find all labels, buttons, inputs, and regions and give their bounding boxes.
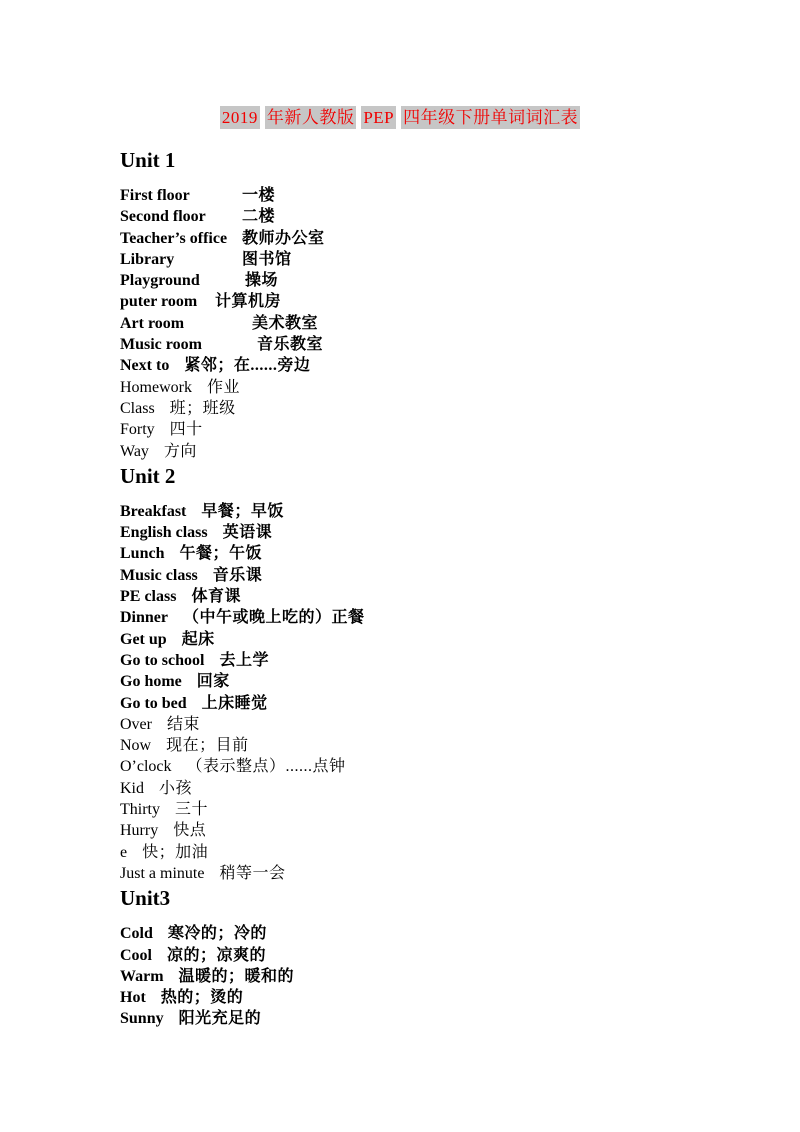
vocab-def-zh: 音乐教室 xyxy=(257,336,324,354)
vocab-entry xyxy=(120,185,800,206)
vocab-term-en: Music class xyxy=(120,566,198,584)
vocab-def-zh: （表示整点）......点钟 xyxy=(186,758,346,776)
vocab-term-en: Homework xyxy=(120,378,192,396)
vocab-term-en: Go to school xyxy=(120,651,205,669)
vocab-term-en: First floor xyxy=(120,187,190,204)
vocab-def-zh: 方向 xyxy=(163,442,197,460)
vocab-def-zh: 去上学 xyxy=(219,651,269,669)
vocab-def-zh: 作业 xyxy=(206,378,240,396)
title-segment: 2019 xyxy=(221,108,258,127)
vocab-term-en: Library xyxy=(120,250,175,268)
vocab-term-en: Teacher’s office xyxy=(120,229,228,247)
vocab-entry xyxy=(120,966,800,987)
unit-1-heading: Unit 1 xyxy=(120,148,176,172)
vocab-term-en: Playground xyxy=(120,272,200,290)
unit-2-heading: Unit 2 xyxy=(120,463,176,488)
vocab-def-zh: （中午或晚上吃的）正餐 xyxy=(183,609,365,627)
vocab-def-zh: 一楼 xyxy=(242,187,276,204)
vocab-entry xyxy=(120,441,800,462)
vocab-entry xyxy=(120,270,800,291)
vocab-entry xyxy=(120,543,800,564)
vocab-def-zh: 图书馆 xyxy=(242,250,292,268)
vocab-entry xyxy=(120,671,800,692)
vocab-term-en: Go to bed xyxy=(120,694,187,712)
vocab-def-zh: 计算机房 xyxy=(215,293,282,311)
vocab-def-zh: 温暖的；暖和的 xyxy=(178,967,295,985)
vocab-def-zh: 结束 xyxy=(166,715,200,733)
vocab-def-zh: 阳光充足的 xyxy=(178,1010,262,1028)
vocab-def-zh: 音乐课 xyxy=(212,566,263,584)
vocab-entry xyxy=(120,291,800,312)
vocab-def-zh: 起床 xyxy=(181,630,215,648)
vocab-entry xyxy=(120,778,800,799)
vocab-term-en: Over xyxy=(120,715,152,733)
vocab-entry xyxy=(120,863,800,884)
document-title xyxy=(0,106,800,130)
vocab-term-en: Forty xyxy=(120,421,155,439)
vocab-entry xyxy=(120,206,800,227)
vocab-def-zh: 紧邻；在......旁边 xyxy=(184,357,311,375)
vocab-entry xyxy=(120,799,800,820)
vocab-def-zh: 现在；目前 xyxy=(166,737,249,755)
vocab-entry xyxy=(120,714,800,735)
vocab-entry xyxy=(120,313,800,334)
vocab-def-zh: 早餐；早饭 xyxy=(201,502,284,520)
vocab-entry xyxy=(120,398,800,419)
vocab-entry xyxy=(120,377,800,398)
vocab-term-en: Way xyxy=(120,442,149,460)
vocab-entry xyxy=(120,565,800,586)
vocab-def-zh: 热的；烫的 xyxy=(160,989,244,1007)
vocab-entry xyxy=(120,923,800,944)
vocab-entry xyxy=(120,693,800,714)
vocab-entry xyxy=(120,820,800,841)
vocab-def-zh: 三十 xyxy=(175,801,209,819)
vocab-def-zh: 二楼 xyxy=(242,208,276,226)
vocab-entry xyxy=(120,987,800,1008)
vocab-term-en: Class xyxy=(120,399,155,417)
vocab-term-en: English class xyxy=(120,524,208,542)
vocab-term-en: Thirty xyxy=(120,801,160,819)
vocab-def-zh: 体育课 xyxy=(191,588,241,606)
vocab-entry xyxy=(120,228,800,249)
vocab-def-zh: 四十 xyxy=(169,421,203,439)
title-segment: PEP xyxy=(363,108,395,127)
vocab-entry xyxy=(120,419,800,440)
vocab-term-en: e xyxy=(120,843,128,861)
vocab-def-zh: 午餐；午饭 xyxy=(179,545,262,563)
vocab-term-en: Kid xyxy=(120,779,144,797)
vocab-entry xyxy=(120,501,800,522)
vocab-term-en: Cold xyxy=(120,925,153,943)
vocab-def-zh: 快点 xyxy=(173,822,207,840)
vocab-term-en: Hurry xyxy=(120,822,159,840)
vocab-entry xyxy=(120,586,800,607)
vocab-term-en: Get up xyxy=(120,630,167,648)
vocab-term-en: PE class xyxy=(120,588,177,606)
vocab-def-zh: 操场 xyxy=(245,272,279,290)
vocab-term-en: Second floor xyxy=(120,208,206,226)
unit-3-section xyxy=(0,886,800,1029)
vocab-term-en: Now xyxy=(120,737,152,755)
unit-2-section xyxy=(0,464,800,884)
vocab-def-zh: 稍等一会 xyxy=(219,864,286,882)
vocab-def-zh: 回家 xyxy=(196,673,230,691)
vocab-entry xyxy=(120,607,800,628)
unit-3-heading: Unit3 xyxy=(120,886,171,911)
unit-1-entries xyxy=(120,185,800,462)
unit-1-section xyxy=(0,148,800,462)
vocab-def-zh: 美术教室 xyxy=(252,314,319,332)
vocab-def-zh: 英语课 xyxy=(222,524,273,542)
vocab-entry xyxy=(120,735,800,756)
vocab-entry xyxy=(120,945,800,966)
vocab-term-en: Sunny xyxy=(120,1010,164,1028)
title-segment: 年新人教版 xyxy=(266,108,355,127)
vocab-entry xyxy=(120,334,800,355)
vocab-def-zh: 上床睡觉 xyxy=(201,694,268,712)
vocab-term-en: Just a minute xyxy=(120,864,205,882)
vocab-entry xyxy=(120,650,800,671)
title-segment: 四年级下册单词词汇表 xyxy=(403,108,579,127)
vocab-def-zh: 教师办公室 xyxy=(242,229,325,247)
vocab-term-en: Warm xyxy=(120,967,164,985)
vocab-term-en: Dinner xyxy=(120,609,168,627)
vocab-def-zh: 班；班级 xyxy=(169,399,236,417)
unit-2-entries xyxy=(120,501,800,884)
vocab-term-en: Next to xyxy=(120,357,170,375)
vocab-term-en: Music room xyxy=(120,336,202,354)
vocab-entry xyxy=(120,629,800,650)
vocab-term-en: Breakfast xyxy=(120,502,187,520)
unit-3-entries xyxy=(120,923,800,1029)
vocab-def-zh: 寒冷的；冷的 xyxy=(167,925,267,943)
vocab-term-en: Hot xyxy=(120,989,146,1007)
vocab-entry xyxy=(120,756,800,777)
vocab-entry xyxy=(120,355,800,376)
vocab-term-en: Cool xyxy=(120,946,152,964)
vocab-entry xyxy=(120,842,800,863)
vocab-term-en: puter room xyxy=(120,293,198,311)
vocab-entry xyxy=(120,522,800,543)
vocab-def-zh: 快；加油 xyxy=(142,843,209,861)
vocab-def-zh: 小孩 xyxy=(159,779,193,797)
vocab-term-en: Lunch xyxy=(120,545,165,563)
vocab-term-en: Go home xyxy=(120,673,182,691)
vocab-term-en: Art room xyxy=(120,314,185,332)
vocab-entry xyxy=(120,249,800,270)
vocab-term-en: O’clock xyxy=(120,758,172,776)
vocab-def-zh: 凉的；凉爽的 xyxy=(167,946,267,964)
vocab-entry xyxy=(120,1008,800,1029)
